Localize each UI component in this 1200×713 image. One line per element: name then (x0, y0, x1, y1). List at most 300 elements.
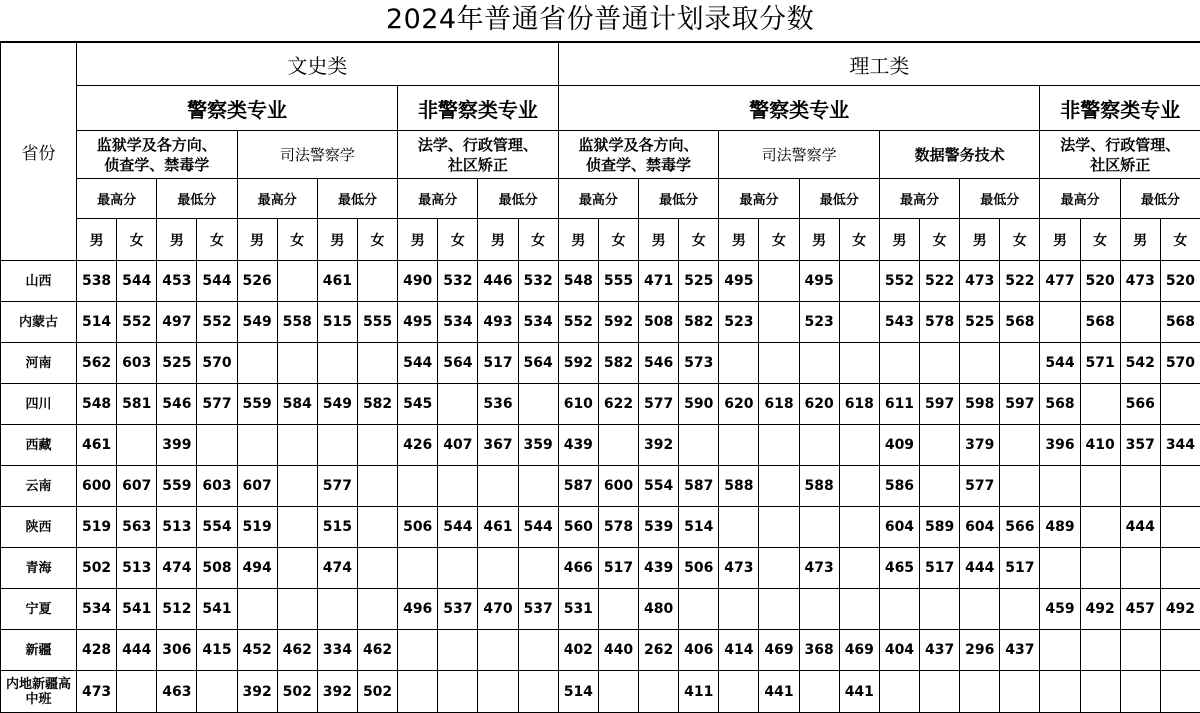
score-cell: 555 (598, 261, 638, 302)
score-cell: 513 (157, 507, 197, 548)
min-score-header: 最低分 (1120, 179, 1200, 219)
score-cell: 534 (77, 589, 117, 630)
major-wenshi-law (398, 131, 559, 179)
major-line: 监狱学及各方向、 (97, 136, 217, 154)
score-cell: 477 (1040, 261, 1080, 302)
male-header: 男 (157, 219, 197, 261)
score-cell (398, 630, 438, 671)
male-header: 男 (799, 219, 839, 261)
score-cell (799, 343, 839, 384)
score-cell: 525 (157, 343, 197, 384)
major-line: 法学、行政管理、 (1060, 136, 1180, 154)
group-ligong-nonpolice: 非警察类专业 (1040, 86, 1200, 131)
score-cell (759, 302, 799, 343)
score-cell: 523 (799, 302, 839, 343)
score-cell (719, 425, 759, 466)
score-cell: 495 (719, 261, 759, 302)
score-cell: 541 (197, 589, 237, 630)
score-cell: 469 (839, 630, 879, 671)
score-cell: 532 (518, 261, 558, 302)
score-cell (438, 548, 478, 589)
score-cell (357, 507, 397, 548)
score-cell (920, 466, 960, 507)
score-cell: 515 (317, 302, 357, 343)
score-cell: 582 (598, 343, 638, 384)
score-cell (719, 589, 759, 630)
score-cell: 537 (518, 589, 558, 630)
score-cell: 473 (799, 548, 839, 589)
female-header: 女 (598, 219, 638, 261)
score-cell (277, 466, 317, 507)
score-cell: 462 (277, 630, 317, 671)
score-cell: 586 (879, 466, 919, 507)
score-cell: 407 (438, 425, 478, 466)
score-cell (759, 507, 799, 548)
score-cell (879, 343, 919, 384)
score-cell: 508 (197, 548, 237, 589)
score-cell: 618 (839, 384, 879, 425)
major-line: 侦查学、禁毒学 (586, 156, 691, 174)
score-cell: 555 (357, 302, 397, 343)
score-cell: 496 (398, 589, 438, 630)
score-cell (237, 425, 277, 466)
score-cell: 415 (197, 630, 237, 671)
score-cell (719, 343, 759, 384)
score-cell: 392 (317, 671, 357, 713)
male-header: 男 (237, 219, 277, 261)
score-cell: 446 (478, 261, 518, 302)
score-cell: 537 (438, 589, 478, 630)
score-cell: 514 (77, 302, 117, 343)
score-cell (1040, 548, 1080, 589)
score-cell: 603 (117, 343, 157, 384)
score-cell: 296 (960, 630, 1000, 671)
score-cell: 534 (518, 302, 558, 343)
min-score-header: 最低分 (317, 179, 397, 219)
score-cell: 506 (679, 548, 719, 589)
score-cell (277, 343, 317, 384)
score-cell: 512 (157, 589, 197, 630)
score-cell: 554 (639, 466, 679, 507)
major-ligong-prison (558, 131, 719, 179)
score-cell: 604 (879, 507, 919, 548)
score-cell: 471 (639, 261, 679, 302)
table-row (1, 671, 1200, 713)
score-cell: 571 (1080, 343, 1120, 384)
score-cell (1040, 671, 1080, 713)
male-header: 男 (1040, 219, 1080, 261)
major-ligong-law (1040, 131, 1200, 179)
female-header: 女 (679, 219, 719, 261)
score-cell: 607 (117, 466, 157, 507)
male-header: 男 (719, 219, 759, 261)
table-row (1, 343, 1200, 384)
score-cell (398, 671, 438, 713)
score-cell: 534 (438, 302, 478, 343)
score-cell: 495 (799, 261, 839, 302)
score-cell: 439 (558, 425, 598, 466)
score-cell: 517 (1000, 548, 1040, 589)
max-score-header: 最高分 (879, 179, 959, 219)
group-header-row (1, 86, 1200, 131)
score-cell (1160, 671, 1200, 713)
table-row (1, 261, 1200, 302)
score-cell (357, 425, 397, 466)
score-cell (117, 425, 157, 466)
score-cell: 577 (639, 384, 679, 425)
female-header: 女 (920, 219, 960, 261)
score-cell: 570 (1160, 343, 1200, 384)
score-cell: 545 (398, 384, 438, 425)
score-cell: 469 (759, 630, 799, 671)
score-cell: 473 (77, 671, 117, 713)
score-cell: 587 (679, 466, 719, 507)
score-cell (960, 671, 1000, 713)
score-cell: 577 (317, 466, 357, 507)
score-cell: 262 (639, 630, 679, 671)
max-score-header: 最高分 (77, 179, 157, 219)
score-cell: 506 (398, 507, 438, 548)
sex-header-row (1, 219, 1200, 261)
score-cell: 559 (237, 384, 277, 425)
score-type-header-row (1, 179, 1200, 219)
score-cell (1080, 466, 1120, 507)
table-row (1, 302, 1200, 343)
score-cell (879, 671, 919, 713)
province-cell: 陕西 (1, 507, 77, 548)
score-cell: 564 (518, 343, 558, 384)
score-cell: 437 (920, 630, 960, 671)
score-cell: 604 (960, 507, 1000, 548)
score-cell: 502 (277, 671, 317, 713)
score-cell: 543 (879, 302, 919, 343)
score-cell (839, 589, 879, 630)
score-cell: 544 (398, 343, 438, 384)
score-cell: 552 (879, 261, 919, 302)
male-header: 男 (317, 219, 357, 261)
province-cell: 河南 (1, 343, 77, 384)
score-cell: 566 (1120, 384, 1160, 425)
score-cell: 514 (679, 507, 719, 548)
score-cell: 497 (157, 302, 197, 343)
score-cell: 466 (558, 548, 598, 589)
score-cell (1080, 507, 1120, 548)
score-cell: 461 (77, 425, 117, 466)
score-cell: 546 (157, 384, 197, 425)
score-cell: 578 (598, 507, 638, 548)
score-cell (799, 589, 839, 630)
score-cell (719, 507, 759, 548)
male-header: 男 (398, 219, 438, 261)
score-cell (1080, 630, 1120, 671)
score-cell: 531 (558, 589, 598, 630)
score-cell (518, 630, 558, 671)
score-cell (759, 548, 799, 589)
score-cell (598, 671, 638, 713)
province-cell: 山西 (1, 261, 77, 302)
score-cell: 441 (839, 671, 879, 713)
score-cell: 552 (558, 302, 598, 343)
max-score-header: 最高分 (1040, 179, 1120, 219)
male-header: 男 (1120, 219, 1160, 261)
score-cell (799, 671, 839, 713)
table-row (1, 507, 1200, 548)
score-cell (197, 425, 237, 466)
score-cell: 344 (1160, 425, 1200, 466)
score-cell (1040, 466, 1080, 507)
score-cell (1160, 548, 1200, 589)
score-cell: 597 (920, 384, 960, 425)
score-cell: 620 (719, 384, 759, 425)
page-title: 2024年普通省份普通计划录取分数 (0, 0, 1200, 42)
score-cell: 525 (679, 261, 719, 302)
table-row (1, 466, 1200, 507)
score-cell: 577 (960, 466, 1000, 507)
score-cell (679, 589, 719, 630)
score-cell (1000, 466, 1040, 507)
male-header: 男 (77, 219, 117, 261)
score-cell (839, 302, 879, 343)
score-cell: 570 (197, 343, 237, 384)
score-cell (1120, 548, 1160, 589)
score-cell (1000, 425, 1040, 466)
score-cell (598, 589, 638, 630)
score-cell (759, 466, 799, 507)
score-cell (1120, 302, 1160, 343)
score-cell: 603 (197, 466, 237, 507)
score-cell (639, 671, 679, 713)
male-header: 男 (558, 219, 598, 261)
score-cell: 379 (960, 425, 1000, 466)
province-cell: 新疆 (1, 630, 77, 671)
score-cell: 581 (117, 384, 157, 425)
score-cell: 577 (197, 384, 237, 425)
max-score-header: 最高分 (719, 179, 799, 219)
score-cell: 480 (639, 589, 679, 630)
score-cell: 544 (117, 261, 157, 302)
score-cell: 598 (960, 384, 1000, 425)
score-cell: 566 (1000, 507, 1040, 548)
score-cell (438, 466, 478, 507)
score-cell: 539 (639, 507, 679, 548)
province-cell: 内蒙古 (1, 302, 77, 343)
score-cell (598, 425, 638, 466)
table-row (1, 630, 1200, 671)
score-cell (277, 548, 317, 589)
score-cell (839, 261, 879, 302)
score-cell (679, 425, 719, 466)
score-cell (518, 548, 558, 589)
score-cell (920, 589, 960, 630)
score-cell: 437 (1000, 630, 1040, 671)
score-cell (518, 671, 558, 713)
score-cell: 568 (1040, 384, 1080, 425)
score-table (0, 42, 1200, 713)
score-cell (1160, 630, 1200, 671)
score-cell (277, 589, 317, 630)
score-table-container (0, 42, 1200, 711)
province-column-header: 省份 (1, 43, 77, 261)
score-cell: 367 (478, 425, 518, 466)
major-header-row (1, 131, 1200, 179)
score-cell (237, 589, 277, 630)
score-cell: 622 (598, 384, 638, 425)
score-cell: 515 (317, 507, 357, 548)
female-header: 女 (117, 219, 157, 261)
score-cell (1080, 548, 1120, 589)
male-header: 男 (960, 219, 1000, 261)
major-line: 社区矫正 (1090, 156, 1150, 174)
min-score-header: 最低分 (157, 179, 237, 219)
score-cell: 441 (759, 671, 799, 713)
score-cell: 578 (920, 302, 960, 343)
score-cell (1160, 466, 1200, 507)
score-cell (799, 425, 839, 466)
score-cell: 568 (1160, 302, 1200, 343)
score-cell: 474 (317, 548, 357, 589)
min-score-header: 最低分 (478, 179, 558, 219)
category-wenshi: 文史类 (77, 43, 559, 86)
score-cell: 582 (679, 302, 719, 343)
score-cell: 514 (558, 671, 598, 713)
score-cell: 519 (77, 507, 117, 548)
score-cell (1080, 384, 1120, 425)
female-header: 女 (438, 219, 478, 261)
table-row (1, 548, 1200, 589)
score-cell: 392 (639, 425, 679, 466)
province-cell: 云南 (1, 466, 77, 507)
female-header: 女 (839, 219, 879, 261)
score-cell: 536 (478, 384, 518, 425)
score-cell: 465 (879, 548, 919, 589)
score-cell: 444 (1120, 507, 1160, 548)
group-wenshi-police: 警察类专业 (77, 86, 398, 131)
score-cell: 544 (197, 261, 237, 302)
male-header: 男 (478, 219, 518, 261)
score-cell (478, 671, 518, 713)
score-cell: 607 (237, 466, 277, 507)
table-row (1, 384, 1200, 425)
score-cell: 489 (1040, 507, 1080, 548)
score-cell: 532 (438, 261, 478, 302)
score-cell: 494 (237, 548, 277, 589)
major-line: 社区矫正 (448, 156, 508, 174)
score-cell (317, 425, 357, 466)
table-row (1, 589, 1200, 630)
score-cell (759, 425, 799, 466)
score-cell: 439 (639, 548, 679, 589)
province-cell: 内地新疆高中班 (1, 671, 77, 713)
max-score-header: 最高分 (398, 179, 478, 219)
score-cell: 522 (1000, 261, 1040, 302)
score-cell (357, 589, 397, 630)
score-cell: 544 (518, 507, 558, 548)
score-cell: 560 (558, 507, 598, 548)
score-cell: 404 (879, 630, 919, 671)
female-header: 女 (759, 219, 799, 261)
female-header: 女 (1080, 219, 1120, 261)
score-cell: 473 (960, 261, 1000, 302)
score-cell: 444 (117, 630, 157, 671)
score-cell: 426 (398, 425, 438, 466)
score-cell: 520 (1080, 261, 1120, 302)
score-cell: 517 (598, 548, 638, 589)
score-cell: 493 (478, 302, 518, 343)
score-cell: 306 (157, 630, 197, 671)
score-cell: 520 (1160, 261, 1200, 302)
score-cell: 523 (719, 302, 759, 343)
score-cell: 396 (1040, 425, 1080, 466)
score-cell: 410 (1080, 425, 1120, 466)
score-cell (398, 548, 438, 589)
score-cell (398, 466, 438, 507)
score-cell: 564 (438, 343, 478, 384)
score-cell: 517 (478, 343, 518, 384)
score-cell: 558 (277, 302, 317, 343)
score-cell: 461 (317, 261, 357, 302)
score-cell: 459 (1040, 589, 1080, 630)
major-line: 侦查学、禁毒学 (104, 156, 209, 174)
score-cell: 544 (1040, 343, 1080, 384)
min-score-header: 最低分 (960, 179, 1040, 219)
score-cell: 611 (879, 384, 919, 425)
score-cell: 513 (117, 548, 157, 589)
female-header: 女 (357, 219, 397, 261)
score-cell: 519 (237, 507, 277, 548)
score-cell: 587 (558, 466, 598, 507)
score-cell: 554 (197, 507, 237, 548)
score-cell: 584 (277, 384, 317, 425)
score-cell (277, 507, 317, 548)
score-cell: 409 (879, 425, 919, 466)
score-cell (920, 343, 960, 384)
score-cell: 562 (77, 343, 117, 384)
score-cell: 411 (679, 671, 719, 713)
score-cell (1160, 384, 1200, 425)
score-cell: 620 (799, 384, 839, 425)
score-cell (478, 630, 518, 671)
score-cell: 610 (558, 384, 598, 425)
score-cell: 546 (639, 343, 679, 384)
province-cell: 宁夏 (1, 589, 77, 630)
score-cell (719, 671, 759, 713)
score-cell (1120, 466, 1160, 507)
score-cell (1080, 671, 1120, 713)
score-cell: 490 (398, 261, 438, 302)
score-cell (438, 384, 478, 425)
score-cell (1000, 589, 1040, 630)
male-header: 男 (879, 219, 919, 261)
score-cell (518, 384, 558, 425)
score-cell (438, 671, 478, 713)
major-ligong-data: 数据警务技术 (879, 131, 1040, 179)
province-cell: 西藏 (1, 425, 77, 466)
score-cell: 568 (1080, 302, 1120, 343)
score-cell: 582 (357, 384, 397, 425)
score-cell: 473 (719, 548, 759, 589)
score-cell (317, 589, 357, 630)
score-cell (960, 343, 1000, 384)
score-cell: 444 (960, 548, 1000, 589)
major-wenshi-prison (77, 131, 238, 179)
score-cell (438, 630, 478, 671)
score-cell (1160, 507, 1200, 548)
score-cell: 544 (438, 507, 478, 548)
score-cell (839, 548, 879, 589)
score-cell (277, 425, 317, 466)
category-ligong: 理工类 (558, 43, 1200, 86)
score-cell: 588 (719, 466, 759, 507)
